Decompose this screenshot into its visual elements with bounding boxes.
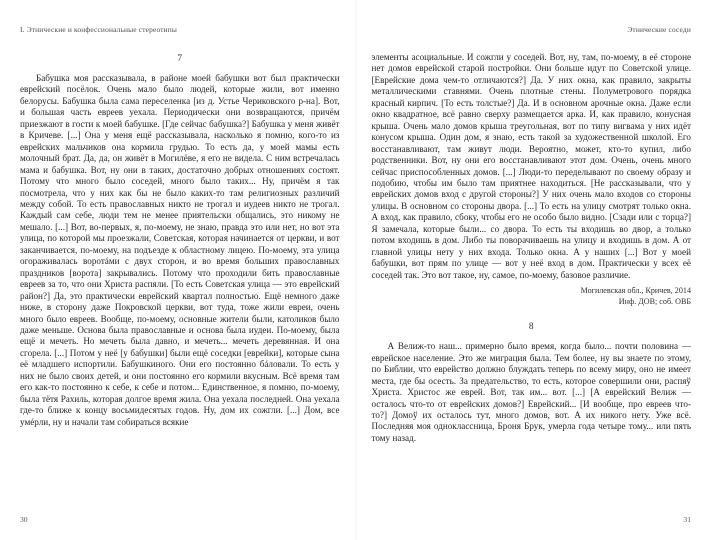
folio-left: 30 — [20, 515, 28, 524]
attribution-informant-collector: Инф. ДОВ; соб. ОВБ — [618, 296, 691, 306]
section-spacer — [372, 307, 692, 320]
section-8-paragraph: А Велиж-то наш... примерно было время, когда было... почти половина — еврейское население. Это же миграция была. Тем более, ну вы знаете по этому, по Библии, что еврейство должно блуждать теперь по всему миру, оно не имеет места, где бы осесть. За предательство, то есть, которое совершили они, распяў Христа. Христос же еврей. Вот, так им... вот. [...] [А еврейский Велиж — осталось что-то от еврейских домов?] Еврейский... [И вообще, про евреев что-то?] Домоў их осталось тут, много домов, вот. А их никого нету. Уже всё. Последняя моя одноклассница, Броня Брук, умерла года четыре тому... или пять тому назад. — [371, 341, 691, 443]
section-number-7: 7 — [177, 54, 183, 64]
attribution-place-date: Могилевская обл., Кричев, 2014 — [580, 286, 691, 296]
running-head-left: I. Этнические и конфессиональные стереотипы — [20, 25, 178, 34]
section-7-attribution — [372, 286, 692, 307]
section-7-continuation-paragraph: элементы асоциальные. И сожгли у соседей. Вот, ну, там, по-моему, в её стороне нет домов еврейской старой постройки. Они больше идут по Советской улице. [Еврейские дома чем-то отличаются?] Да. У них окна, как правило, закрыты металлическими ставнями. Очень плотные стены. Полуметрового порядка красный кирпич. [То есть толстые?] Да. И в основном арочные окна. Даже если окно квадратное, всё равно сверху размещается арка. И, как правило, конусная крыша. Очень мало домов крыша треугольная, вот по типу вигвама у них идёт конусом крыша. Один дом, я знаю, есть такой за художественной школой. Его восстанавливают, там живут люди. Вероятно, может, кто-то купил, либо родственники. Вот, ну они его восстанавливают этот дом. Очень, очень много сейчас приспособленных домов. [...] Люди-то переделывают по своему образу и подобию, чтобы им было там приятнее находиться. [Не рассказывали, что у еврейских домов вход с другой стороны?] У них очень мало входов со стороны улицы. В основном со стороны двора. [...] То есть на улицу смотрят только окна. А вход, как правило, сбоку, чтобы его не особо было видно. [Сзади или с торца?] Я замечала, которые были... со двора. То есть ты входишь во двор, а только потом входишь в дом. Либо ты поворачиваешь на улицу и входишь в дом. А от главной улицы нету у них входа. Только окна. А у наших [...] Вот у моей бабушки, вот прям по улице — вот у неё вход в дом. Практически у всех её соседей так. Это вот такое, ну, самое, по-моему, базовое различие. — [371, 52, 691, 280]
right-page-textblock — [372, 52, 692, 444]
section-number-8: 8 — [528, 322, 534, 333]
right-page — [356, 0, 711, 540]
left-page-textblock — [20, 52, 340, 428]
section-7-paragraph: Бабушка моя рассказывала, в районе моей бабушки вот был практически еврейский посёлок. Очень мало было людей, которые жили, вот именно белорусы. Бабушка была сама переселенка [из д. Устье Чериковского р-на]. Вот, и большая часть евреев уехала. Периодически они возвращаются, причём приезжают в гости к моей бабушке. [Где сейчас бабушка?] Бабушка у меня живёт в Кричеве. [...] Она у меня ещё рассказывала, насколько я помню, кого-то из еврейских мальчиков она кормила грудью. То есть да, у моей мамы есть молочный брат. Да, да, он живёт в Могилёве, я его не видела. С ним встречалась мама и бабушка. Вот, ну они в таких, достаточно добрых отношениях состоят. Потому что много было соседей, много было таких... Ну, причём я так посмотрела, что у них как бы не было каких-то там религиозных различий между собой. То есть православных никто не трогал и иудеев никто не трогал. Каждый сам себе, люди тем не менее приятельски общались, это никому не мешало. [...] Вот, во-первых, я, по-моему, не знаю, правда это или нет, но вот эта улица, по которой мы проезжали, Советская, которая начинается от церкви, и вот заканчивается, по-моему, на подъезде к областному лицею. По-моему, эта улица огораживалась воротáми с двух сторон, и во время больших православных праздников [ворота] закрывались. Потому что проходили бить православные евреев за то, что они Христа распяли. [То есть Советская улица — это еврейский район?] Да, это практически еврейский квартал полностью. Ещё немного даже ниже, в сторону даже Покровской церкви, вот туда, тоже жили евреи, очень много было евреев. Вообще, по-моему, основные жители были, католиков было даже меньше. Основа была православные и основа была иудеи. По-моему, была ещё и мечеть. Но мечеть была давно, и мечеть... мечеть деревянная. И она сгорела. [...] Потом у неё [у бабушки] были ещё соседки [еврейки], которые сына её младшего испортили. Бабушкиного. Они его постоянно бáловали. То есть у них не было своих детей, и они постоянно его кормили вкусным. Всё время там его как-то постоянно к себе, к себе и потом... Единственное, я помню, по-моему, была тётя Рахиль, которая долгое время жила. Она уехала последней. Она уехала где-то ближе к концу восьмидесятых годов. Ну, дом их сожгли. [...] Дом, все умéрли, ну и начали там собираться всякие — [20, 73, 340, 427]
folio-right: 31 — [683, 515, 691, 524]
running-head-right: Этнические соседи — [627, 25, 691, 34]
